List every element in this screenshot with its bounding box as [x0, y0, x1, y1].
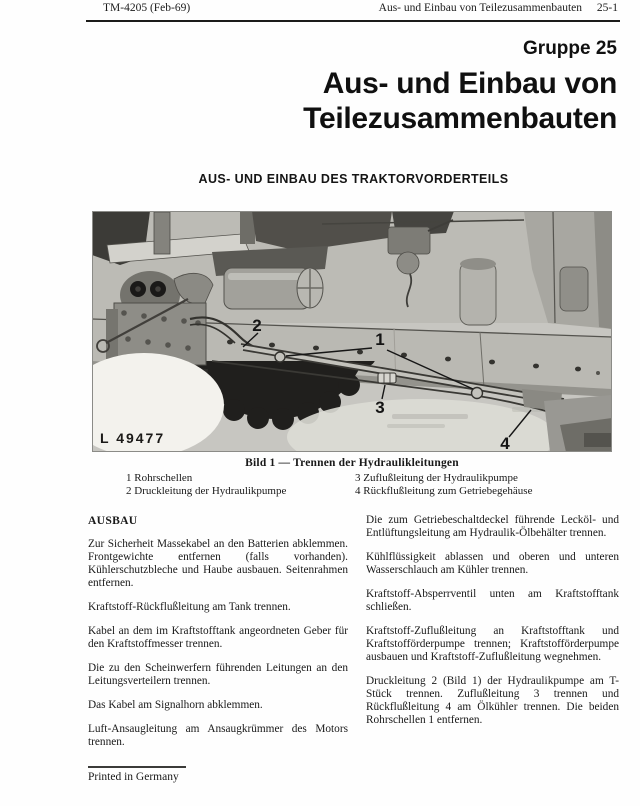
- ausbau-heading: AUSBAU: [88, 514, 138, 527]
- header-rule: [86, 20, 620, 22]
- figure-bild-1: [92, 211, 612, 497]
- header-page-number: 25-1: [596, 2, 618, 14]
- paragraph-right-2: Kühlflüssigkeit ablassen und oberen und unteren Wasserschlauch am Kühler trennen.: [366, 551, 619, 576]
- figure-caption: Bild 1 — Trennen der Hydraulikleitungen: [245, 457, 459, 469]
- callout-4: 4: [500, 434, 510, 452]
- body-columns: [88, 514, 619, 760]
- figure-legend: [92, 472, 612, 497]
- paragraph-left-5: Das Kabel am Signalhorn abklemmen.: [88, 699, 263, 711]
- paragraph-right-3: Kraftstoff-Absperrventil unten am Kraftstofftank schließen.: [366, 588, 619, 613]
- paragraph-left-6: Luft-Ansaugleitung am Ansaugkrümmer des Motors trennen.: [88, 723, 348, 748]
- body-column-left: [88, 514, 348, 760]
- footer-printed-in: Printed in Germany: [88, 771, 179, 783]
- paragraph-right-5: Druckleitung 2 (Bild 1) der Hydraulikpumpe am T-Stück trennen. Zuflußleitung 3 trennen und Rückflußleitung 4 am Ölkühler trennen. Die beiden Rohrschellen 1 entfernen.: [366, 675, 619, 726]
- paragraph-left-2: Kraftstoff-Rückflußleitung am Tank trennen.: [88, 601, 291, 613]
- page-title-line2: Teilezusammenbauten: [303, 102, 617, 135]
- footer-rule: [88, 766, 186, 768]
- paragraph-left-3: Kabel an dem im Kraftstofftank angeordneten Geber für den Kraftstoffmesser trennen.: [88, 625, 348, 650]
- callout-1: 1: [375, 330, 385, 349]
- title-block: [303, 38, 617, 136]
- legend-item-4: 4 Rückflußleitung zum Getriebegehäuse: [355, 484, 533, 497]
- header-running-title: [379, 2, 618, 14]
- paragraph-right-4: Kraftstoff-Zuflußleitung an Kraftstofftank und Kraftstofförderpumpe trennen; Kraftstofförderpumpe ausbauen und Kraftstoff-Zuflußleitung wegnehmen.: [366, 625, 619, 663]
- page-title-line1: Aus- und Einbau von: [322, 67, 617, 100]
- photo-id-label: L 49477: [100, 430, 166, 446]
- callout-3: 3: [375, 398, 385, 417]
- page-header: [103, 2, 618, 14]
- legend-column-right: [352, 472, 612, 497]
- section-heading: AUS- UND EINBAU DES TRAKTORVORDERTEILS: [198, 172, 509, 186]
- tractor-photo: [92, 211, 612, 452]
- header-doc-number: TM-4205 (Feb-69): [103, 2, 191, 14]
- paragraph-left-1: Zur Sicherheit Massekabel an den Batterien abklemmen. Frontgewichte entfernen (falls vorhanden). Kühlerschutzbleche und Haube ausbauen. Seitenrahmen entfernen.: [88, 538, 348, 589]
- paragraph-right-1: Die zum Getriebeschaltdeckel führende Lecköl- und Entlüftungsleitung am Hydraulik-Ölbehälter trennen.: [366, 514, 619, 539]
- legend-column-left: [92, 472, 352, 497]
- group-title: Gruppe 25: [523, 38, 617, 59]
- legend-item-1: 1 Rohrschellen: [126, 472, 193, 484]
- page-title: [303, 66, 617, 136]
- body-column-right: [366, 514, 619, 760]
- legend-item-3: 3 Zuflußleitung der Hydraulikpumpe: [355, 472, 518, 484]
- header-chapter-title: Aus- und Einbau von Teilezusammenbauten: [378, 2, 583, 14]
- callout-2: 2: [252, 316, 262, 335]
- paragraph-left-4: Die zu den Scheinwerfern führenden Leitungen an den Leitungsverteilern trennen.: [88, 662, 348, 687]
- legend-item-2: 2 Druckleitung der Hydraulikpumpe: [126, 484, 287, 497]
